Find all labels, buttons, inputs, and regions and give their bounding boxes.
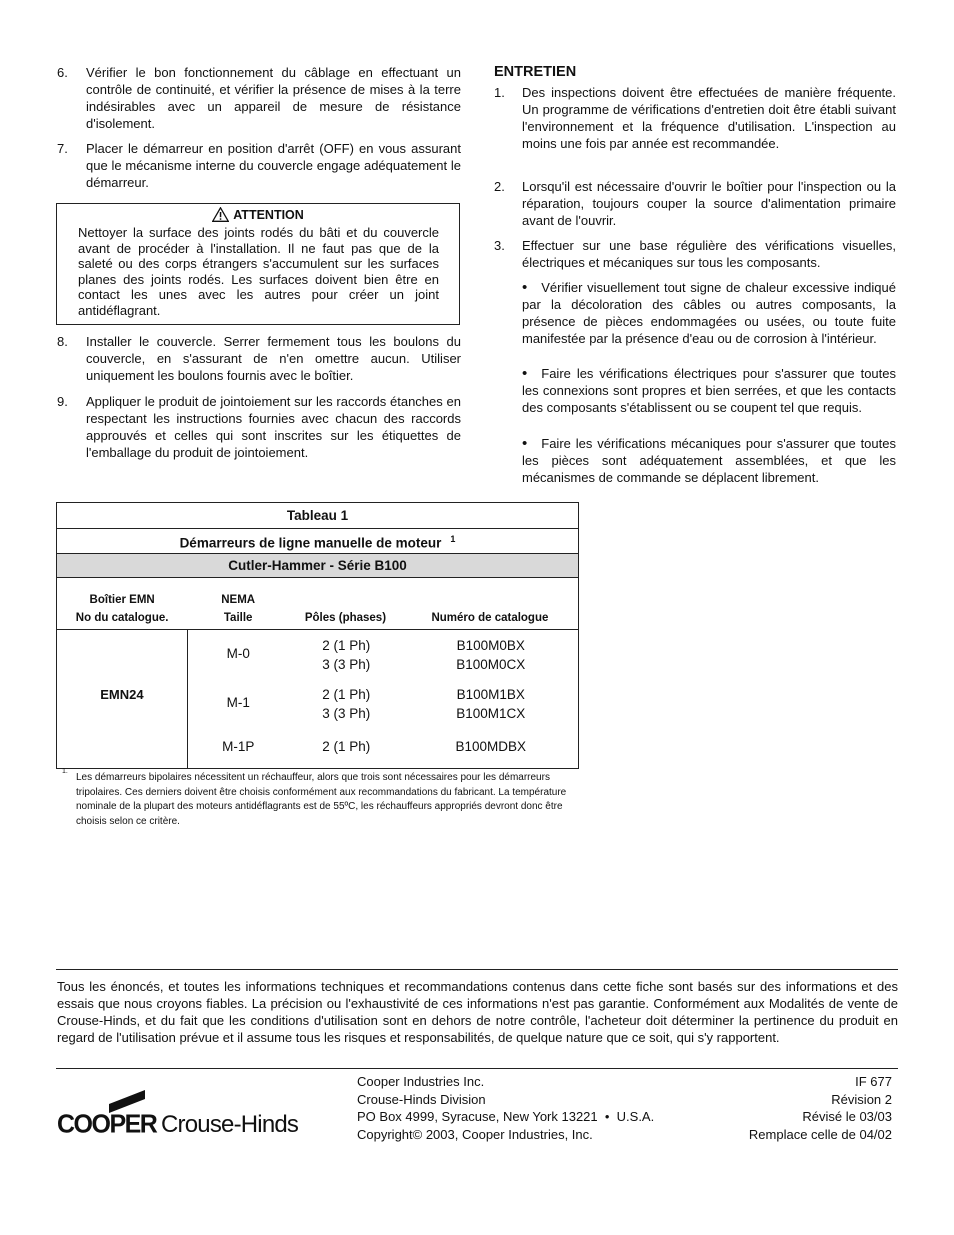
company-address: Cooper Industries Inc. Crouse-Hinds Division PO Box 4999, Syracuse, New York 13221 • U.S.A. Copyright© 2003, Cooper Industries, Inc.: [357, 1074, 655, 1142]
step-text: Vérifier le bon fonctionnement du câblage en effectuant un contrôle de continuité, et vérifier la présence de mises à la terre indésirables avec un appareil de mesure de résistance d'isolement.: [86, 65, 461, 131]
bullet-dot: •: [522, 365, 528, 382]
item-text: Des inspections doivent être effectuées de manière fréquente. Un programme de vérifications d'entretien doit être établi suivant l'environnement et la fréquence d'utilisation. L'inspection au moins une fois par année est recommandée.: [522, 85, 896, 151]
warning-icon: [212, 207, 229, 222]
bullet-text: • Faire les vérifications électriques pour s'assurer que toutes les connexions sont propres et bien serrées, et que les contacts des composants s'établissent ou se coupent tel que requis.: [522, 365, 896, 415]
logo-cooper: COOPER: [57, 1109, 157, 1139]
size-m1p: M-1P: [222, 739, 255, 754]
disclaimer: Tous les énoncés, et toutes les informations techniques et recommandations contenus dans cette fiche sont basés sur des informations et des essais que nous croyons fiables. La précision ou l'exhaustivité de ces informations n'est pas garantie. Conformément aux Modalités de vente de Crouse-Hinds, et du fait que les conditions d'utilisation sont en dehors de notre contrôle, l'acheteur doit déterminer la pertinence du produit en regard de l'utilisation prévue et il assume tous les risques et responsabilités, de quelque nature que ce soit, qui s'y rapportent.: [57, 979, 898, 1045]
bullet-dot: •: [522, 279, 528, 296]
table-footnote: [62, 768, 572, 829]
footnote-mark: 1.: [62, 768, 68, 775]
poles-m0: 2 (1 Ph) 3 (3 Ph): [322, 638, 371, 672]
catalog-m1p: B100MDBX: [455, 739, 527, 754]
item-number: 3.: [494, 238, 505, 253]
bullet-electrical: [522, 365, 896, 416]
attention-title: ATTENTION: [233, 208, 304, 222]
step-number: 9.: [57, 394, 68, 409]
bullet-dot: •: [522, 435, 528, 452]
item-number: 2.: [494, 179, 505, 194]
item-text: Lorsqu'il est nécessaire d'ouvrir le boîtier pour l'inspection ou la réparation, toujours couper la source d'alimentation primaire avant de l'ouvrir.: [522, 179, 896, 228]
emn-catalog: EMN24: [57, 630, 188, 769]
step-text: Appliquer le produit de jointoiement sur les raccords étanches en respectant les instructions fournies avec chacun des raccords approuvés et celles qui sont inscrites sur les étiquettes de l'emballage du produit de jointoiement.: [86, 394, 461, 460]
bullet-visual: [522, 279, 896, 347]
table-title: Tableau 1: [57, 503, 579, 529]
item-number: 1.: [494, 85, 505, 100]
divider: [56, 1068, 898, 1069]
divider: [56, 969, 898, 970]
footnote-ref: 1: [450, 533, 456, 544]
bullet-mechanical: [522, 435, 896, 486]
col-header-poles: Pôles (phases): [289, 578, 402, 630]
poles-m1p: 2 (1 Ph): [322, 739, 371, 754]
table-series: Cutler-Hammer - Série B100: [57, 554, 579, 578]
step-number: 6.: [57, 65, 68, 80]
logo-crouse-hinds: Crouse-Hinds: [161, 1111, 299, 1138]
size-m0: M-0: [226, 646, 250, 661]
size-m1: M-1: [226, 695, 250, 710]
footnote-text: Les démarreurs bipolaires nécessitent un réchauffeur, alors que trois sont nécessaires pour les démarreurs tripolaires. Ces derniers doivent être choisis conformément aux recommandations du fabricant. La température nominale de la plupart des moteurs antidéflagrants est de 55ºC, les réchauffeurs appropriés devront donc être choisis selon ce critère.: [76, 772, 567, 827]
cooper-crouse-hinds-logo: [57, 1090, 317, 1142]
col-header-nema: NEMA Taille: [187, 578, 289, 630]
document-revision: IF 677 Révision 2 Révisé le 03/03 Remplace celle de 04/02: [748, 1074, 892, 1142]
attention-header: [57, 207, 459, 224]
section-heading: ENTRETIEN: [494, 64, 577, 80]
attention-box: [56, 203, 460, 325]
starter-table: [56, 502, 579, 769]
step-number: 7.: [57, 141, 68, 156]
col-header-emn: Boîtier EMN No du catalogue.: [57, 578, 188, 630]
step-number: 8.: [57, 334, 68, 349]
poles-m1: 2 (1 Ph) 3 (3 Ph): [322, 687, 371, 721]
step-text: Installer le couvercle. Serrer fermement tous les boulons du couvercle, en s'assurant de n'en omettre aucun. Utiliser uniquement les boulons fournis avec le boîtier.: [86, 334, 461, 383]
catalog-m0: B100M0BX B100M0CX: [456, 638, 526, 672]
bullet-text: • Faire les vérifications mécaniques pour s'assurer que toutes les pièces sont adéquatement assemblées, et que les mécanismes de commande se déplacent librement.: [522, 435, 896, 485]
col-header-catalog: Numéro de catalogue: [402, 578, 579, 630]
table-body: [187, 630, 578, 769]
attention-body: Nettoyer la surface des joints rodés du bâti et du couvercle avant de procéder à l'installation. Il ne faut pas que de la saleté ou des corps étrangers s'accumulent sur les surfaces planes des joints rodés. Les surfaces doivent bien être en contact les unes avec les autres pour créer un joint antidéflagrant.: [78, 225, 439, 318]
table-subtitle: Démarreurs de ligne manuelle de moteur $^1$: [57, 529, 579, 554]
step-text: Placer le démarreur en position d'arrêt (OFF) en vous assurant que le mécanisme interne du couvercle engage adéquatement le démarreur.: [86, 141, 461, 190]
catalog-m1: B100M1BX B100M1CX: [456, 687, 526, 721]
bullet-text: • Vérifier visuellement tout signe de chaleur excessive indiqué par la décoloration des câbles ou autres composants, la présence de pièces endommagées ou usées, ou toute fuite manifestée par la présence d'eau ou de corrosion à l'intérieur.: [522, 279, 896, 346]
item-text: Effectuer sur une base régulière des vérifications visuelles, électriques et mécaniques sur tous les composants.: [522, 238, 896, 270]
